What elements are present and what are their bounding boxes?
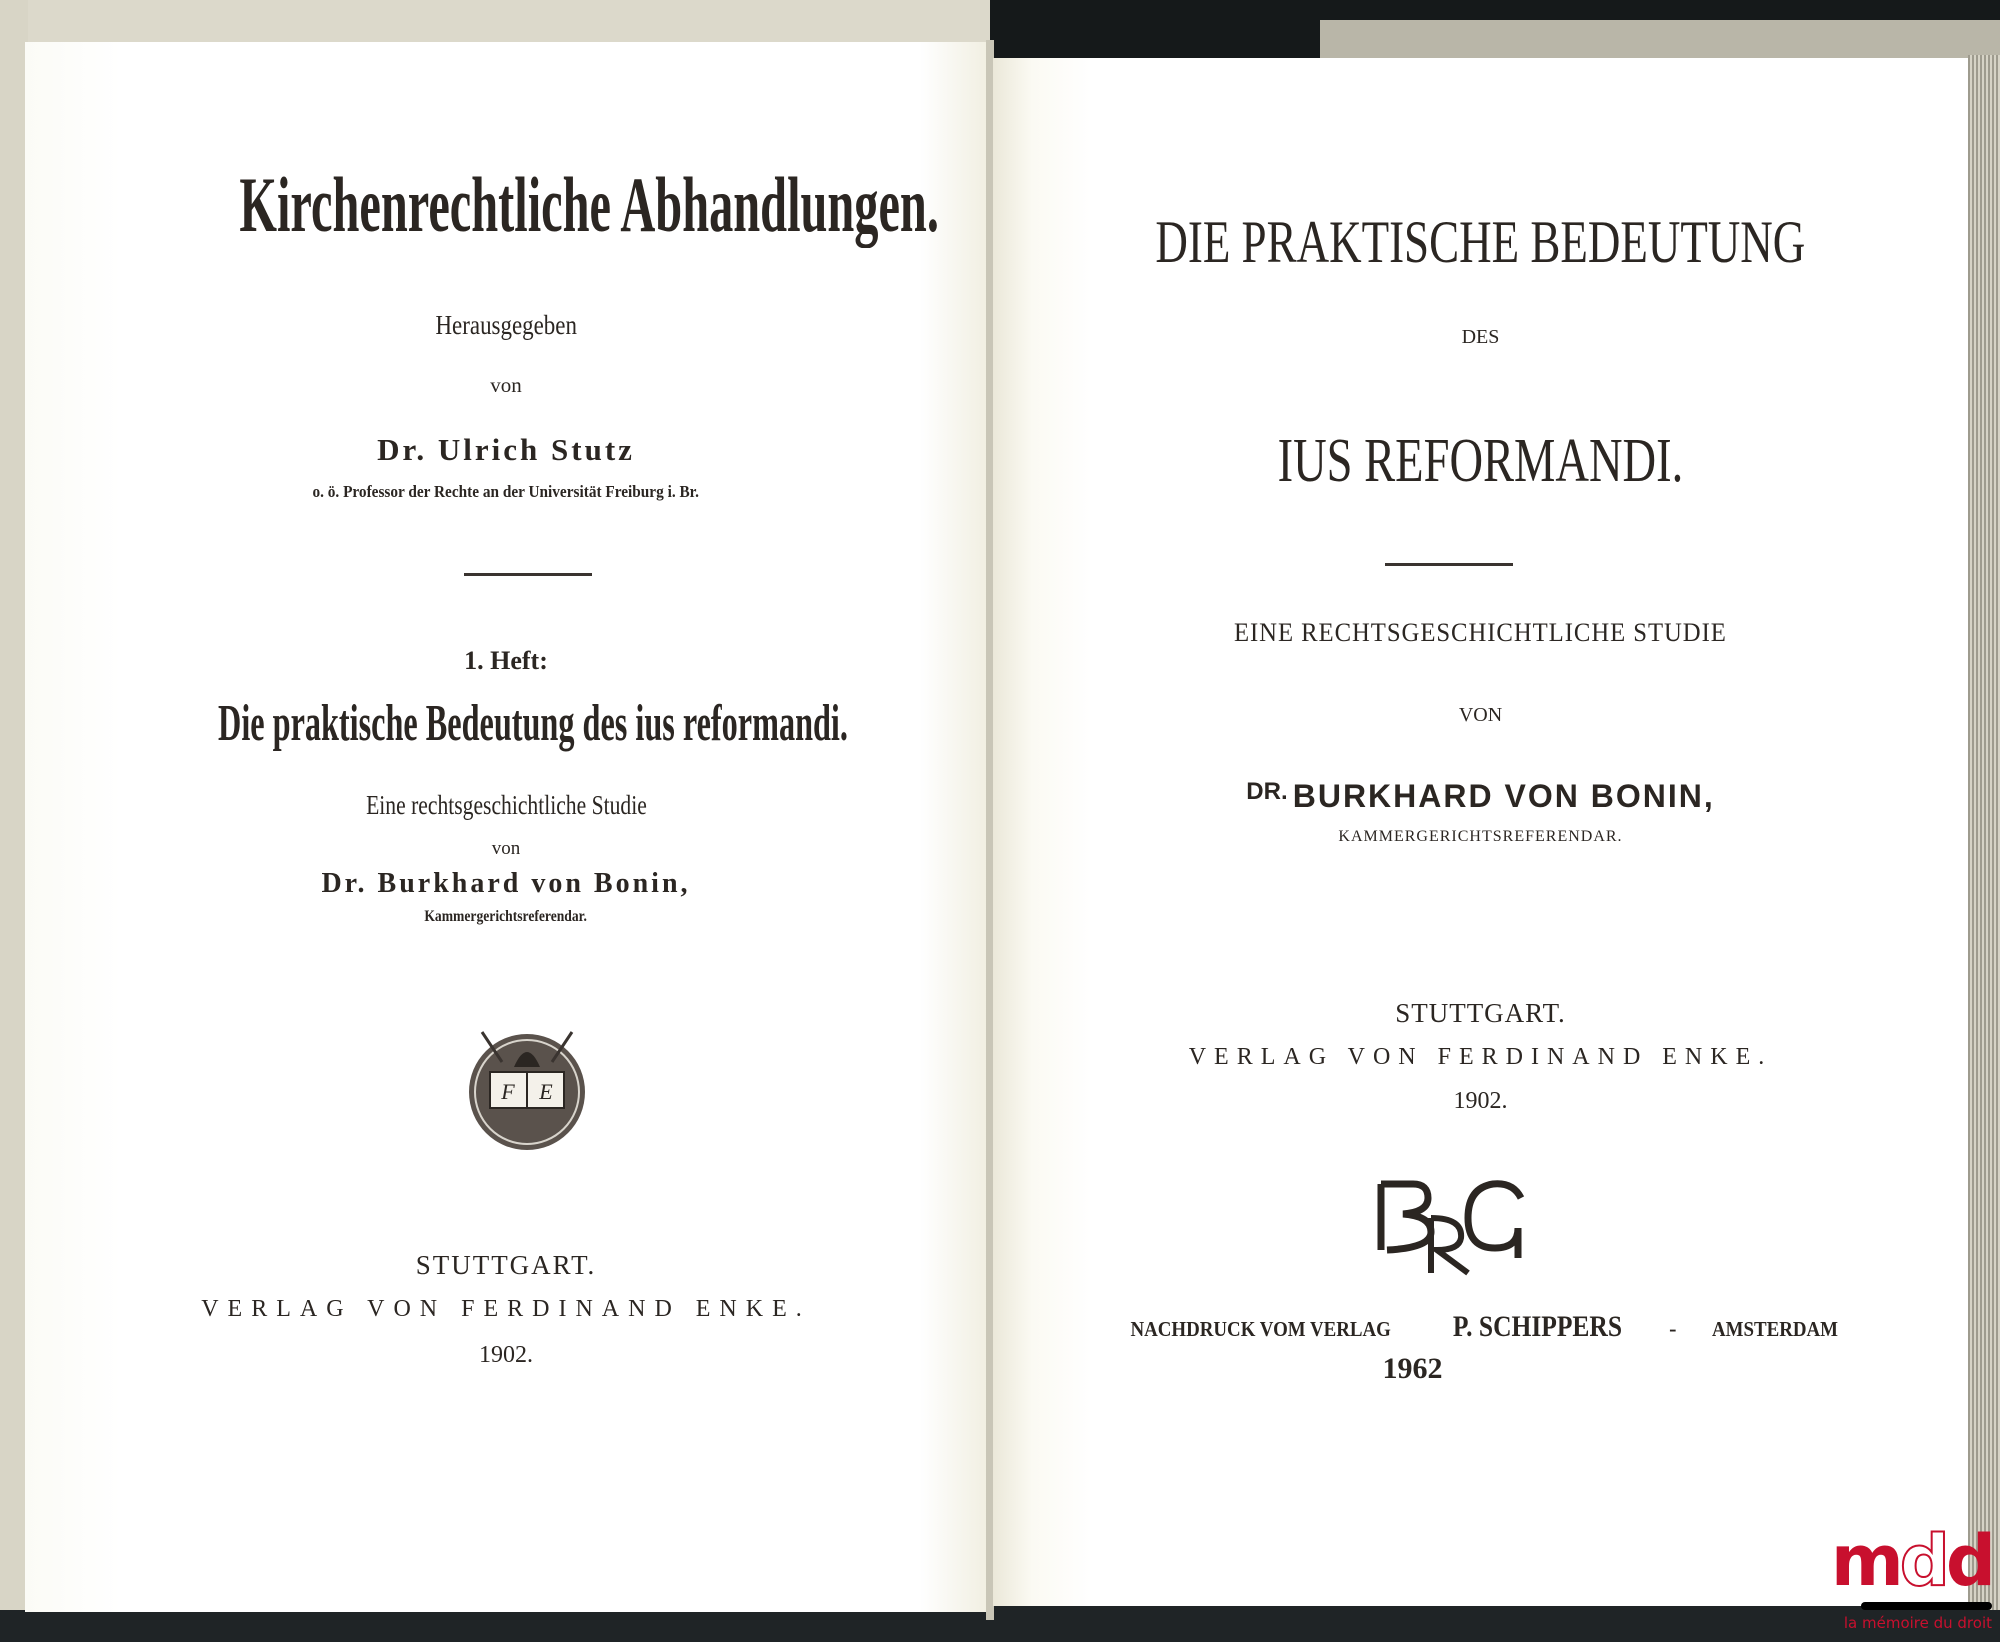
right-page xyxy=(993,58,1968,1606)
edited-label: Herausgegeben xyxy=(435,310,577,340)
page-edges xyxy=(1968,55,2000,1610)
publisher-city-right: STUTTGART. xyxy=(1395,998,1566,1028)
publisher-emblem-icon xyxy=(462,1022,592,1152)
publication-year: 1902. xyxy=(479,1342,533,1368)
svg-text:F: F xyxy=(501,1079,515,1104)
author-role: Kammergerichtsreferendar. xyxy=(424,908,588,925)
reprint-publisher: P. SCHIPPERS xyxy=(1452,1310,1622,1343)
divider-rule xyxy=(464,573,592,576)
publisher-name: VERLAG VON FERDINAND ENKE. xyxy=(201,1296,811,1322)
author-name: Dr. Burkhard von Bonin, xyxy=(321,868,691,899)
issue-number: 1. Heft: xyxy=(464,646,548,675)
mdd-logo-d: d xyxy=(1945,1520,1992,1602)
author-role-right: KAMMERGERICHTSREFERENDAR. xyxy=(1338,828,1623,845)
mdd-tagline: la mémoire du droit xyxy=(1843,1614,1992,1632)
main-title-line1: DIE PRAKTISCHE BEDEUTUNG xyxy=(1155,209,1806,275)
publisher-city: STUTTGART. xyxy=(415,1250,597,1280)
main-title-line2: IUS REFORMANDI. xyxy=(1277,427,1684,495)
reprint-city: AMSTERDAM xyxy=(1711,1317,1838,1341)
brg-logo-icon xyxy=(1373,1178,1528,1278)
series-title-line xyxy=(25,160,987,250)
author-prefix: DR. xyxy=(1246,778,1288,805)
reprint-prefix: NACHDRUCK VOM VERLAG xyxy=(1130,1317,1392,1341)
publisher-name-right: VERLAG VON FERDINAND ENKE. xyxy=(1188,1044,1773,1070)
reprint-line xyxy=(993,1310,1968,1344)
von-label-2: von xyxy=(491,838,521,859)
work-subtitle: Eine rechtsgeschichtliche Studie xyxy=(365,790,647,820)
series-title: Kirchenrechtliche Abhandlungen. xyxy=(239,161,939,248)
mdd-logo xyxy=(1830,1520,1992,1602)
mdd-underline-bar xyxy=(1861,1602,1992,1610)
work-title: Die praktische Bedeutung des ius reformandi. xyxy=(218,695,848,752)
von-label-right: VON xyxy=(1458,704,1503,726)
editor-name: Dr. Ulrich Stutz xyxy=(377,432,635,467)
reprint-separator: - xyxy=(1669,1316,1677,1341)
background-left xyxy=(0,0,28,1610)
mdd-logo-m: m xyxy=(1830,1520,1900,1602)
divider-rule-right xyxy=(1385,563,1513,566)
svg-text:E: E xyxy=(539,1079,553,1104)
right-subtitle: EINE RECHTSGESCHICHTLICHE STUDIE xyxy=(1234,618,1727,647)
publication-year-right: 1902. xyxy=(1453,1088,1508,1114)
mdd-logo-d-outline: d xyxy=(1899,1520,1946,1602)
mdd-watermark xyxy=(1830,1520,1992,1632)
reprint-year: 1962 xyxy=(1382,1352,1443,1385)
main-title-des: DES xyxy=(1461,326,1500,348)
page-stack-top xyxy=(1320,20,2000,60)
author-name-right: BURKHARD VON BONIN, xyxy=(1292,778,1715,814)
editor-role: o. ö. Professor der Rechte an der Universität Freiburg i. Br. xyxy=(312,482,700,501)
von-label: von xyxy=(490,373,522,397)
left-page xyxy=(25,42,987,1612)
author-line-right xyxy=(993,778,1968,815)
